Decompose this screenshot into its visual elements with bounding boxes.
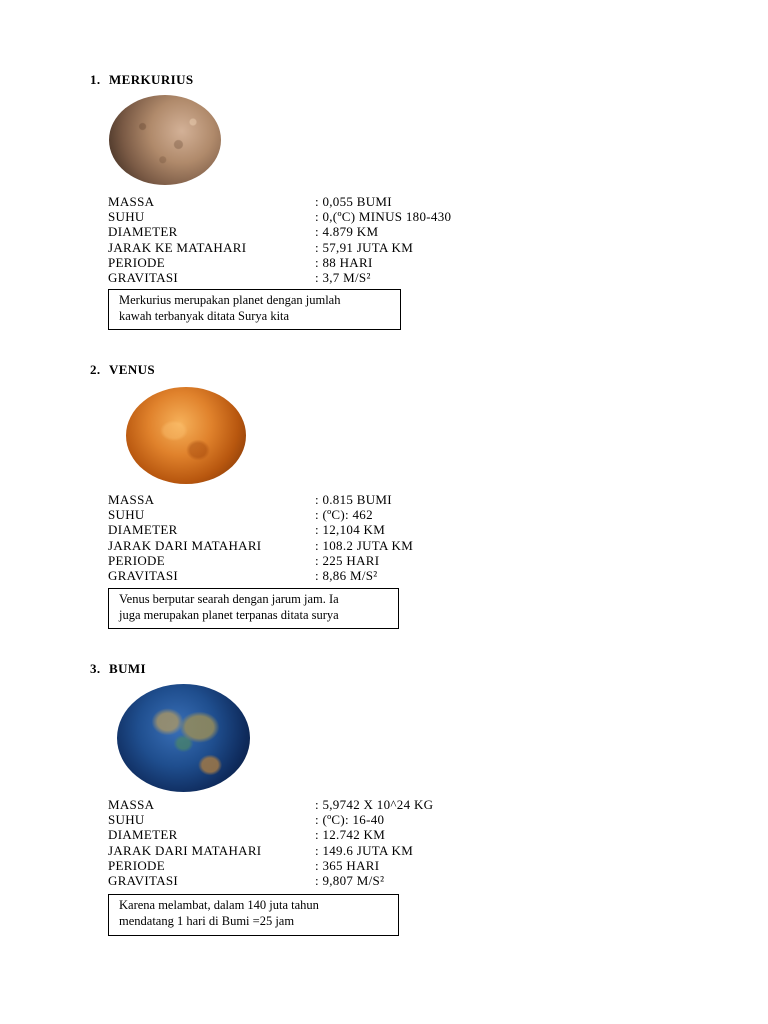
property-label: MASSA <box>108 194 155 209</box>
note-box-bumi <box>108 894 399 936</box>
property-row <box>108 522 528 537</box>
property-label: JARAK KE MATAHARI <box>108 239 247 255</box>
note-line: juga merupakan planet terpanas ditata surya <box>119 608 339 622</box>
property-value: : 0.815 BUMI <box>315 492 392 507</box>
venus-planet-image <box>126 387 246 484</box>
property-row <box>108 812 528 827</box>
property-row <box>108 270 528 285</box>
property-row <box>108 492 528 507</box>
section-heading-merkurius <box>90 72 194 88</box>
property-row <box>108 507 528 522</box>
property-value: : 12,104 KM <box>315 522 386 538</box>
property-label: SUHU <box>108 507 145 523</box>
property-value: : (ºC): 462 <box>315 507 373 523</box>
property-row <box>108 255 528 270</box>
section-title: VENUS <box>109 362 156 377</box>
property-label: GRAVITASI <box>108 872 179 888</box>
mercury-planet-image <box>109 95 221 185</box>
property-label: PERIODE <box>108 552 165 568</box>
property-label: JARAK DARI MATAHARI <box>108 537 262 553</box>
note-box-venus <box>108 588 399 629</box>
note-line: mendatang 1 hari di Bumi =25 jam <box>119 914 295 928</box>
note-line: Merkurius merupakan planet dengan jumlah <box>119 293 341 307</box>
property-row <box>108 858 528 873</box>
section-number: 3. <box>90 661 101 676</box>
property-value: : 8,86 M/S² <box>315 567 378 583</box>
property-value: : 0,055 BUMI <box>315 194 392 209</box>
property-label: GRAVITASI <box>108 567 179 583</box>
property-value: : 5,9742 X 10^24 KG <box>315 797 434 812</box>
property-row <box>108 538 528 553</box>
property-row <box>108 843 528 858</box>
property-row <box>108 797 528 812</box>
property-value: : 108.2 JUTA KM <box>315 537 414 553</box>
property-label: SUHU <box>108 812 145 828</box>
note-line: Venus berputar searah dengan jarum jam. Ia <box>119 592 339 606</box>
property-value: : 57,91 JUTA KM <box>315 239 414 255</box>
property-value: : 0,(ºC) MINUS 180-430 <box>315 209 452 225</box>
property-value: : 225 HARI <box>315 552 380 568</box>
property-label: DIAMETER <box>108 224 178 240</box>
earth-planet-image <box>117 684 250 792</box>
section-heading-bumi <box>90 661 146 677</box>
property-label: PERIODE <box>108 857 165 873</box>
property-value: : 149.6 JUTA KM <box>315 842 414 858</box>
property-row <box>108 553 528 568</box>
property-label: DIAMETER <box>108 827 178 843</box>
property-label: MASSA <box>108 492 155 507</box>
property-row <box>108 224 528 239</box>
property-value: : 4.879 KM <box>315 224 379 240</box>
property-row <box>108 209 528 224</box>
property-row <box>108 240 528 255</box>
property-row <box>108 873 528 888</box>
property-label: GRAVITASI <box>108 269 179 285</box>
property-label: SUHU <box>108 209 145 225</box>
property-label: PERIODE <box>108 254 165 270</box>
section-number: 1. <box>90 72 101 87</box>
planet-properties-venus <box>108 492 528 583</box>
property-value: : 3,7 M/S² <box>315 269 371 285</box>
property-value: : 365 HARI <box>315 857 380 873</box>
property-label: DIAMETER <box>108 522 178 538</box>
section-heading-venus <box>90 362 155 378</box>
planet-properties-bumi <box>108 797 528 888</box>
section-number: 2. <box>90 362 101 377</box>
planet-properties-merkurius <box>108 194 528 285</box>
property-value: : (ºC): 16-40 <box>315 812 385 828</box>
note-box-merkurius <box>108 289 401 330</box>
property-row <box>108 568 528 583</box>
section-title: BUMI <box>109 661 146 676</box>
note-line: Karena melambat, dalam 140 juta tahun <box>119 898 319 912</box>
property-label: MASSA <box>108 797 155 812</box>
property-row <box>108 827 528 842</box>
property-label: JARAK DARI MATAHARI <box>108 842 262 858</box>
property-value: : 9,807 M/S² <box>315 872 385 888</box>
property-value: : 12.742 KM <box>315 827 386 843</box>
section-title: MERKURIUS <box>109 72 194 87</box>
property-value: : 88 HARI <box>315 254 373 270</box>
property-row <box>108 194 528 209</box>
note-line: kawah terbanyak ditata Surya kita <box>119 309 290 323</box>
